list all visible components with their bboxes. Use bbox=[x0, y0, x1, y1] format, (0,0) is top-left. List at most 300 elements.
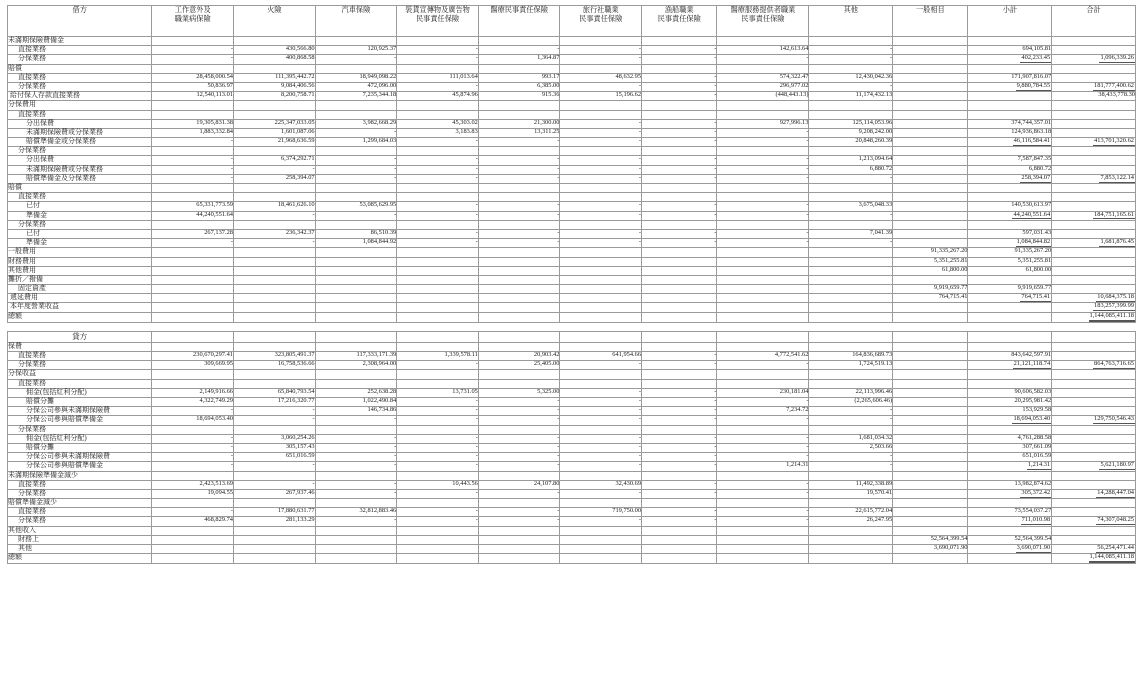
cell-c1: 2,149,916.66 bbox=[152, 388, 234, 397]
cell-c4 bbox=[397, 499, 479, 508]
cell-c10 bbox=[893, 352, 968, 361]
cell-c11: 843,642,597.91 bbox=[968, 352, 1052, 361]
cell-c4: 45,303.02 bbox=[397, 119, 479, 128]
cell-c3: 53,085,629.95 bbox=[315, 202, 397, 211]
row-label: 未滿期保險準備金減少 bbox=[8, 471, 152, 480]
cell-c3 bbox=[315, 147, 397, 156]
credit-row-9 bbox=[8, 425, 1136, 434]
cell-c8 bbox=[717, 370, 809, 379]
cell-c10 bbox=[893, 517, 968, 526]
row-label: 賠償 bbox=[8, 184, 152, 193]
credit-row-6 bbox=[8, 398, 1136, 407]
cell-c5 bbox=[478, 545, 560, 554]
cell-c11: 3,690,071.90 bbox=[968, 545, 1052, 554]
table-header bbox=[8, 6, 1136, 37]
cell-c1 bbox=[152, 303, 234, 312]
cell-c11: 307,661.09 bbox=[968, 443, 1052, 452]
cell-c4 bbox=[397, 220, 479, 229]
column-header-6: 旅行社職業 民事責任保險 bbox=[560, 6, 642, 37]
row-label: 分出保費 bbox=[8, 156, 152, 165]
row-label: 未滿期保險費或分保業務 bbox=[8, 165, 152, 174]
row-label: 直接業務 bbox=[8, 480, 152, 489]
cell-c1 bbox=[152, 312, 234, 322]
cell-c8 bbox=[717, 184, 809, 193]
cell-c1: - bbox=[152, 138, 234, 147]
cell-c1: - bbox=[152, 46, 234, 55]
cell-c9 bbox=[809, 257, 893, 266]
cell-c3 bbox=[315, 303, 397, 312]
cell-c5: 20,903.42 bbox=[478, 352, 560, 361]
cell-c6: - bbox=[560, 416, 642, 425]
cell-c2: 3,060,254.26 bbox=[234, 434, 316, 443]
row-label: 保費 bbox=[8, 342, 152, 351]
cell-c5 bbox=[478, 554, 560, 564]
cell-c3: - bbox=[315, 211, 397, 220]
cell-c8: - bbox=[717, 211, 809, 220]
cell-c10 bbox=[893, 92, 968, 101]
cell-c6 bbox=[560, 285, 642, 294]
cell-c5: 21,300.00 bbox=[478, 119, 560, 128]
cell-c8: - bbox=[717, 443, 809, 452]
cell-c7: - bbox=[642, 388, 717, 397]
cell-c8 bbox=[717, 257, 809, 266]
row-label: 直接業務 bbox=[8, 379, 152, 388]
cell-c7: - bbox=[642, 211, 717, 220]
cell-c1 bbox=[152, 370, 234, 379]
cell-c10 bbox=[893, 388, 968, 397]
cell-c8 bbox=[717, 312, 809, 322]
cell-c1: 267,137.28 bbox=[152, 229, 234, 238]
cell-c1 bbox=[152, 535, 234, 544]
cell-c3: 117,333,171.39 bbox=[315, 352, 397, 361]
cell-c2: 8,200,758.71 bbox=[234, 92, 316, 101]
cell-c11: 1,084,844.82 bbox=[968, 239, 1052, 248]
cell-c5: - bbox=[478, 407, 560, 416]
cell-c10 bbox=[893, 526, 968, 535]
cell-c9: 19,570.41 bbox=[809, 489, 893, 498]
cell-c11: 1,214.31 bbox=[968, 462, 1052, 471]
cell-c3 bbox=[315, 101, 397, 110]
cell-c10 bbox=[893, 184, 968, 193]
cell-c5: - bbox=[478, 517, 560, 526]
cell-c5: - bbox=[478, 434, 560, 443]
cell-c7 bbox=[642, 285, 717, 294]
cell-c7 bbox=[642, 370, 717, 379]
cell-c4: - bbox=[397, 517, 479, 526]
cell-c4: - bbox=[397, 239, 479, 248]
cell-c9 bbox=[809, 312, 893, 322]
cell-c12 bbox=[1052, 257, 1136, 266]
cell-c8: 4,772,541.62 bbox=[717, 352, 809, 361]
cell-c8: - bbox=[717, 508, 809, 517]
cell-c5: - bbox=[478, 398, 560, 407]
cell-c1 bbox=[152, 526, 234, 535]
cell-c10 bbox=[893, 101, 968, 110]
cell-c11 bbox=[968, 101, 1052, 110]
cell-c9: 125,114,053.96 bbox=[809, 119, 893, 128]
cell-c5 bbox=[478, 257, 560, 266]
cell-c7 bbox=[642, 64, 717, 73]
cell-c11: 90,606,582.03 bbox=[968, 388, 1052, 397]
cell-c7 bbox=[642, 147, 717, 156]
cell-c6 bbox=[560, 425, 642, 434]
cell-c7: - bbox=[642, 73, 717, 82]
cell-c6 bbox=[560, 101, 642, 110]
cell-c2 bbox=[234, 312, 316, 322]
cell-c6: - bbox=[560, 119, 642, 128]
row-label: 未滿期保險費或分保業務 bbox=[8, 128, 152, 137]
cell-c7: - bbox=[642, 398, 717, 407]
cell-c12: 864,763,716.65 bbox=[1052, 361, 1136, 370]
cell-c3 bbox=[315, 379, 397, 388]
cell-c6: - bbox=[560, 202, 642, 211]
cell-c3 bbox=[315, 554, 397, 564]
cell-c11 bbox=[968, 110, 1052, 119]
cell-c3 bbox=[315, 110, 397, 119]
cell-c6 bbox=[560, 370, 642, 379]
cell-c9 bbox=[809, 425, 893, 434]
cell-c11: 374,744,357.01 bbox=[968, 119, 1052, 128]
row-label: 準備金 bbox=[8, 211, 152, 220]
row-label: 賠償 bbox=[8, 64, 152, 73]
cell-c4 bbox=[397, 64, 479, 73]
cell-c5 bbox=[478, 193, 560, 202]
debit-row-19 bbox=[8, 211, 1136, 220]
cell-c4 bbox=[397, 535, 479, 544]
cell-c1: - bbox=[152, 165, 234, 174]
cell-c7: - bbox=[642, 453, 717, 462]
cell-c2: - bbox=[234, 480, 316, 489]
cell-c2: 111,395,442.72 bbox=[234, 73, 316, 82]
cell-c11: 4,761,288.58 bbox=[968, 434, 1052, 443]
cell-c8: - bbox=[717, 138, 809, 147]
row-label: 已付 bbox=[8, 229, 152, 238]
row-label: 攤折／撥備 bbox=[8, 275, 152, 284]
cell-c1 bbox=[152, 471, 234, 480]
cell-c11: 153,929.58 bbox=[968, 407, 1052, 416]
cell-c3: 1,084,844.92 bbox=[315, 239, 397, 248]
row-label: 賠償分攤 bbox=[8, 443, 152, 452]
cell-c10 bbox=[893, 425, 968, 434]
cell-c2: 18,461,626.10 bbox=[234, 202, 316, 211]
cell-c5 bbox=[478, 110, 560, 119]
cell-c10 bbox=[893, 471, 968, 480]
cell-c12 bbox=[1052, 64, 1136, 73]
cell-c4: 13,731.05 bbox=[397, 388, 479, 397]
cell-c7: - bbox=[642, 361, 717, 370]
debit-row-8 bbox=[8, 110, 1136, 119]
cell-c3: - bbox=[315, 128, 397, 137]
row-label: 分保業務 bbox=[8, 147, 152, 156]
cell-c10: 5,351,255.81 bbox=[893, 257, 968, 266]
cell-c2 bbox=[234, 101, 316, 110]
cell-c2: 400,868.58 bbox=[234, 55, 316, 64]
cell-c11 bbox=[968, 471, 1052, 480]
cell-c4: - bbox=[397, 453, 479, 462]
cell-c7 bbox=[642, 193, 717, 202]
cell-c12: 1,681,876.45 bbox=[1052, 239, 1136, 248]
debit-row-9 bbox=[8, 119, 1136, 128]
cell-c1: 230,670,297.41 bbox=[152, 352, 234, 361]
column-header-8: 醫療服務提供者職業 民事責任保險 bbox=[717, 6, 809, 37]
cell-c3: 1,022,490.84 bbox=[315, 398, 397, 407]
cell-c4 bbox=[397, 266, 479, 275]
debit-row-24 bbox=[8, 257, 1136, 266]
cell-c2: 225,347,033.05 bbox=[234, 119, 316, 128]
row-label: 分保業務 bbox=[8, 361, 152, 370]
cell-c6: - bbox=[560, 156, 642, 165]
cell-c8: 230,181.04 bbox=[717, 388, 809, 397]
cell-c1: - bbox=[152, 434, 234, 443]
credit-side-banner bbox=[8, 331, 1136, 342]
cell-c12 bbox=[1052, 499, 1136, 508]
cell-c4 bbox=[397, 554, 479, 564]
cell-c3: 86,510.39 bbox=[315, 229, 397, 238]
cell-c9: - bbox=[809, 453, 893, 462]
cell-c11: 21,121,118.74 bbox=[968, 361, 1052, 370]
cell-c2: 305,157.43 bbox=[234, 443, 316, 452]
cell-c4 bbox=[397, 110, 479, 119]
cell-c8: - bbox=[717, 55, 809, 64]
row-label: 分保公司參與未滿期保險費 bbox=[8, 453, 152, 462]
cell-c2: - bbox=[234, 165, 316, 174]
row-label: 分保公司參與賠償準備金 bbox=[8, 462, 152, 471]
cell-c6: 641,954.66 bbox=[560, 352, 642, 361]
cell-c10 bbox=[893, 453, 968, 462]
cell-c3 bbox=[315, 64, 397, 73]
cell-c10 bbox=[893, 508, 968, 517]
cell-c10 bbox=[893, 193, 968, 202]
debit-row-15 bbox=[8, 174, 1136, 183]
cell-c9 bbox=[809, 248, 893, 257]
cell-c8 bbox=[717, 64, 809, 73]
cell-c2: 267,937.46 bbox=[234, 489, 316, 498]
cell-c4 bbox=[397, 184, 479, 193]
cell-c6: - bbox=[560, 398, 642, 407]
cell-c7: - bbox=[642, 480, 717, 489]
cell-c12 bbox=[1052, 379, 1136, 388]
debit-row-16 bbox=[8, 184, 1136, 193]
cell-c2 bbox=[234, 303, 316, 312]
cell-c1: 44,240,551.64 bbox=[152, 211, 234, 220]
cell-c5: - bbox=[478, 462, 560, 471]
row-label: 賠償分攤 bbox=[8, 398, 152, 407]
cell-c5: - bbox=[478, 443, 560, 452]
cell-c6 bbox=[560, 526, 642, 535]
cell-c7: - bbox=[642, 174, 717, 183]
cell-c7 bbox=[642, 37, 717, 46]
cell-c8: - bbox=[717, 416, 809, 425]
row-label: 分保業務 bbox=[8, 517, 152, 526]
cell-c12 bbox=[1052, 434, 1136, 443]
cell-c7: - bbox=[642, 165, 717, 174]
credit-row-3 bbox=[8, 370, 1136, 379]
cell-c11: 7,587,847.35 bbox=[968, 156, 1052, 165]
cell-c2: 236,342.37 bbox=[234, 229, 316, 238]
cell-c4 bbox=[397, 370, 479, 379]
cell-c2: 17,880,631.77 bbox=[234, 508, 316, 517]
cell-c9: 12,430,042.36 bbox=[809, 73, 893, 82]
cell-c1 bbox=[152, 248, 234, 257]
cell-c12 bbox=[1052, 443, 1136, 452]
cell-c7 bbox=[642, 303, 717, 312]
cell-c12: 1,096,339.26 bbox=[1052, 55, 1136, 64]
cell-c10 bbox=[893, 499, 968, 508]
cell-c9 bbox=[809, 535, 893, 544]
cell-c6 bbox=[560, 545, 642, 554]
cell-c12 bbox=[1052, 248, 1136, 257]
cell-c7 bbox=[642, 312, 717, 322]
cell-c1: 309,669.95 bbox=[152, 361, 234, 370]
cell-c11: 9,919,659.77 bbox=[968, 285, 1052, 294]
cell-c6: - bbox=[560, 211, 642, 220]
cell-c7 bbox=[642, 101, 717, 110]
cell-c5 bbox=[478, 471, 560, 480]
column-header-11: 小計 bbox=[968, 6, 1052, 37]
cell-c3: 1,299,684.03 bbox=[315, 138, 397, 147]
cell-c12 bbox=[1052, 526, 1136, 535]
cell-c1: 65,331,773.59 bbox=[152, 202, 234, 211]
cell-c9: - bbox=[809, 462, 893, 471]
cell-c6 bbox=[560, 257, 642, 266]
cell-c10: 91,335,267.20 bbox=[893, 248, 968, 257]
cell-c7: - bbox=[642, 82, 717, 91]
cell-c5: 915.36 bbox=[478, 92, 560, 101]
cell-c6 bbox=[560, 266, 642, 275]
financial-statement-page bbox=[0, 5, 1143, 681]
cell-c5 bbox=[478, 220, 560, 229]
cell-c6: - bbox=[560, 434, 642, 443]
cell-c9 bbox=[809, 526, 893, 535]
cell-c2: 430,566.80 bbox=[234, 46, 316, 55]
cell-c9 bbox=[809, 294, 893, 303]
cell-c3: 252,638.28 bbox=[315, 388, 397, 397]
cell-c5 bbox=[478, 425, 560, 434]
cell-c7: - bbox=[642, 119, 717, 128]
cell-c2 bbox=[234, 379, 316, 388]
cell-c5 bbox=[478, 379, 560, 388]
cell-c1: - bbox=[152, 55, 234, 64]
row-label: 分保業務 bbox=[8, 220, 152, 229]
cell-c3 bbox=[315, 257, 397, 266]
cell-c3: 32,812,883.46 bbox=[315, 508, 397, 517]
cell-c9: 22,615,772.04 bbox=[809, 508, 893, 517]
cell-c7: - bbox=[642, 407, 717, 416]
credit-row-17 bbox=[8, 499, 1136, 508]
cell-c9 bbox=[809, 285, 893, 294]
section-spacer bbox=[8, 322, 1136, 331]
row-label: 分保公司參與賠償準備金 bbox=[8, 416, 152, 425]
cell-c12: 184,751,165.61 bbox=[1052, 211, 1136, 220]
cell-c1: 1,883,332.84 bbox=[152, 128, 234, 137]
cell-c11 bbox=[968, 554, 1052, 564]
debit-row-21 bbox=[8, 229, 1136, 238]
cell-c5: - bbox=[478, 202, 560, 211]
column-header-0: 借方 bbox=[8, 6, 152, 37]
cell-c3 bbox=[315, 312, 397, 322]
column-header-1: 工作意外及 職業病保險 bbox=[152, 6, 234, 37]
cell-c5 bbox=[478, 285, 560, 294]
credit-row-7 bbox=[8, 407, 1136, 416]
debit-section bbox=[8, 37, 1136, 323]
cell-c10 bbox=[893, 73, 968, 82]
cell-c12 bbox=[1052, 266, 1136, 275]
debit-row-2 bbox=[8, 55, 1136, 64]
cell-c8: (448,443.13) bbox=[717, 92, 809, 101]
cell-c6: - bbox=[560, 453, 642, 462]
cell-c5: - bbox=[478, 416, 560, 425]
cell-c1: 2,423,513.69 bbox=[152, 480, 234, 489]
cell-c7: - bbox=[642, 138, 717, 147]
cell-c12: 183,257,399.99 bbox=[1052, 303, 1136, 312]
cell-c8 bbox=[717, 499, 809, 508]
cell-c5 bbox=[478, 266, 560, 275]
cell-c10 bbox=[893, 342, 968, 351]
cell-c11: 651,016.59 bbox=[968, 453, 1052, 462]
cell-c1 bbox=[152, 499, 234, 508]
cell-c12 bbox=[1052, 156, 1136, 165]
row-label: 本年度營業收益 bbox=[8, 303, 152, 312]
cell-c6: - bbox=[560, 55, 642, 64]
cell-c10 bbox=[893, 370, 968, 379]
cell-c5 bbox=[478, 526, 560, 535]
cell-c12 bbox=[1052, 342, 1136, 351]
cell-c4: - bbox=[397, 416, 479, 425]
cell-c8: 927,996.13 bbox=[717, 119, 809, 128]
cell-c6: - bbox=[560, 407, 642, 416]
cell-c4: - bbox=[397, 443, 479, 452]
cell-c3 bbox=[315, 266, 397, 275]
cell-c11: 73,554,037.27 bbox=[968, 508, 1052, 517]
credit-row-13 bbox=[8, 462, 1136, 471]
cell-c8 bbox=[717, 294, 809, 303]
cell-c11 bbox=[968, 64, 1052, 73]
cell-c3: - bbox=[315, 434, 397, 443]
cell-c10 bbox=[893, 174, 968, 183]
credit-row-16 bbox=[8, 489, 1136, 498]
cell-c8: - bbox=[717, 128, 809, 137]
credit-row-18 bbox=[8, 508, 1136, 517]
cell-c9: 11,492,338.89 bbox=[809, 480, 893, 489]
cell-c9 bbox=[809, 37, 893, 46]
cell-c9: 9,208,242.00 bbox=[809, 128, 893, 137]
cell-c7: - bbox=[642, 489, 717, 498]
cell-c11: 52,564,399.54 bbox=[968, 535, 1052, 544]
credit-row-20 bbox=[8, 526, 1136, 535]
row-label: 固定資產 bbox=[8, 285, 152, 294]
cell-c11: 61,800.00 bbox=[968, 266, 1052, 275]
cell-c4: - bbox=[397, 508, 479, 517]
cell-c10 bbox=[893, 64, 968, 73]
cell-c7: - bbox=[642, 434, 717, 443]
cell-c4: - bbox=[397, 156, 479, 165]
cell-c4 bbox=[397, 312, 479, 322]
cell-c8 bbox=[717, 303, 809, 312]
cell-c3: - bbox=[315, 55, 397, 64]
cell-c1 bbox=[152, 285, 234, 294]
cell-c4 bbox=[397, 545, 479, 554]
debit-row-10 bbox=[8, 128, 1136, 137]
cell-c8 bbox=[717, 535, 809, 544]
cell-c4: - bbox=[397, 211, 479, 220]
cell-c10 bbox=[893, 82, 968, 91]
cell-c9: - bbox=[809, 407, 893, 416]
cell-c1: 19,094.55 bbox=[152, 489, 234, 498]
cell-c11: 305,372.42 bbox=[968, 489, 1052, 498]
cell-c5: - bbox=[478, 174, 560, 183]
cell-c9: - bbox=[809, 46, 893, 55]
cell-c4: - bbox=[397, 398, 479, 407]
